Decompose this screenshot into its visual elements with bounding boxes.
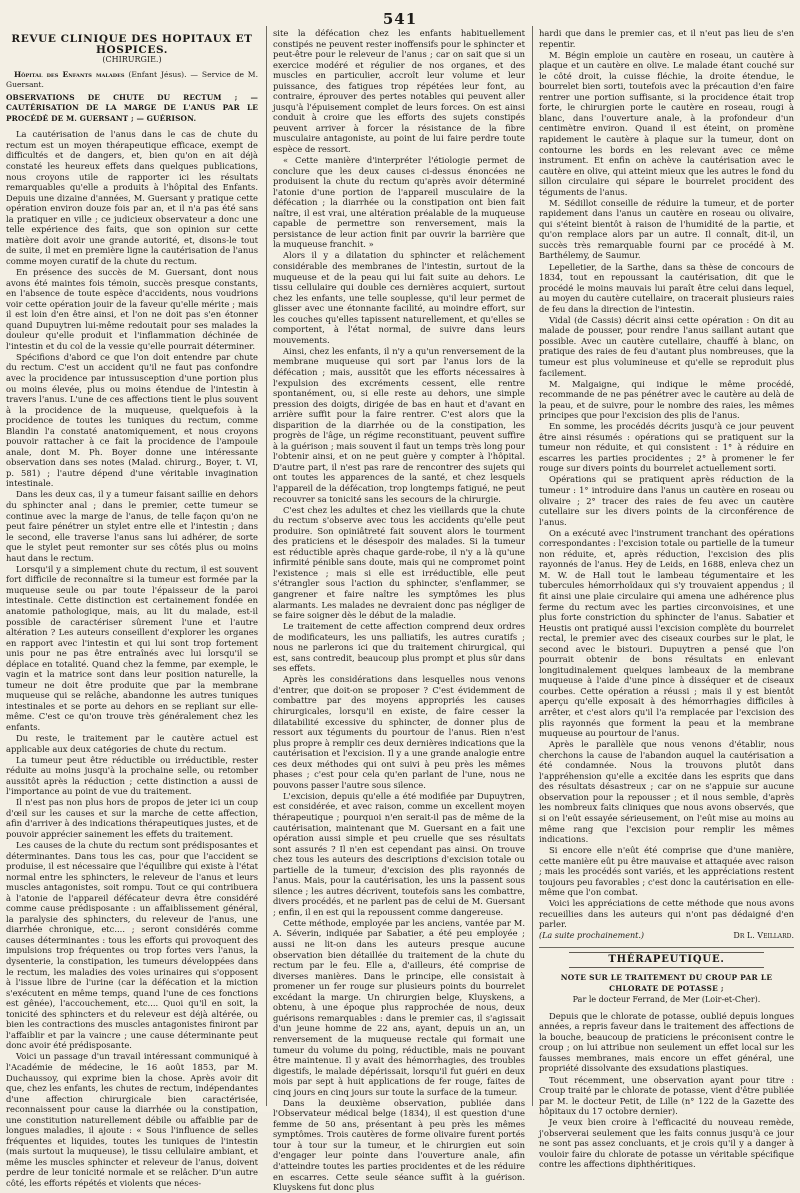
note-title: NOTE SUR LE TRAITEMENT DU CROUP PAR LE CHLORATE DE POTASSE ; — [560, 973, 773, 993]
paragraph: M. Bégin emploie un cautère en roseau, un cautère à plaque et un cautère en olive. Le malade étant couché sur le côté droit, la cuisse fléchie, la droite étendue, le bourrelet bien sorti, toutefois avec la précaution d'en faire rentrer une portion suffisante, si la procidence était trop forte, le chirurgien porte le cautère en roseau, rougi à blanc, dans l'ouverture anale, à la profondeur d'un centimètre environ. Quand il est éteint, on promène rapidement le cautère à plaque sur la tumeur, dont on contourne les bords en les relevant avec ce même instrument. Et enfin on achève la cautérisation avec le cautère en olive, qui atteint mieux que les autres le fond du sillon circulaire qui sépare le bourrelet procident des téguments de l'anus. — [539, 49, 794, 197]
paragraph: « Cette manière d'interpréter l'étiologie permet de conclure que les deux causes ci-dessus énoncées ne produisent la chute du rectum qu'après avoir déterminé l'atonie d'une portion de l'appareil musculaire de la défécation ; la diarrhée ou la constipation ont bien fait naître, il est vrai, une altération préalable de la muqueuse capable de permettre son renversement, mais la persistance de leur action finit par ouvrir la barrière que la muqueuse franchit. » — [273, 155, 525, 250]
article-heading: OBSERVATIONS DE CHUTE DU RECTUM ; — CAUTÉRISATION DE LA MARGE DE L'ANUS PAR LE PROCÉDÉ DE M. GUERSANT ; — GUÉRISON. — [6, 92, 258, 123]
section-title: REVUE CLINIQUE DES HOPITAUX ET HOSPICES. — [11, 33, 253, 56]
paragraph: Cette méthode, employée par les anciens, vantée par M. A. Séverin, indiquée par Sabatier, a été peu employée ; aussi ne lit-on dans les auteurs presque aucune observation bien détaillée du traitement de la chute du rectum par le feu. Elle a, d'ailleurs, été comprise de diverses manières. Dans le principe, elle consistait à promener un fer rouge sur plusieurs points du bourrelet excédant la marge. Un chirurgien belge, Kluyskens, a obtenu, à une époque plus rapprochée de nous, deux guérisons remarquables : dans le premier cas, il s'agissait d'un jeune homme de 22 ans, ayant, depuis un an, un renversement de la muqueuse rectale qui formait une tumeur du volume du poing, réductible, mais ne pouvant être maintenue. Il y avait des hémorrhagies, des troubles digestifs, le malade dépérissait, lorsqu'il fut guéri en deux mois par sept à huit applications de fer rouge, faites de cinq jours en cinq jours sur toute la surface de la tumeur. — [273, 917, 525, 1097]
signature-row — [539, 931, 794, 942]
paragraph: La cautérisation de l'anus dans le cas de chute du rectum est un moyen thérapeutique efficace, exempt de difficultés et de dangers, et, bien qu'on en ait déjà constaté les heureux effets dans quelques publications, nous croyons utile de rapporter ici les résultats remarquables qu'elle a produits à l'hôpital des Enfants. Depuis une dizaine d'années, M. Guersant y pratique cette opération environ douze fois par an, et il n'a pas été sans la pratiquer en ville ; ce judicieux observateur a donc une telle expérience des faits, que son opinion sur cette matière doit avoir une grande autorité, et, disons-le tout de suite, il met en première ligne la cautérisation de l'anus comme moyen curatif de la chute du rectum. — [6, 129, 258, 266]
paragraph: M. Malgaigne, qui indique le même procédé, recommande de ne pas pénétrer avec le cautère au delà de la peau, et de suivre, pour le nombre des raies, les mêmes principes que pour l'excision des plis de l'anus. — [539, 378, 794, 421]
divider — [539, 947, 794, 948]
paragraph: Alors il y a dilatation du sphincter et relâchement considérable des membranes de l'intestin, surtout de la muqueuse et de la peau qui lui fait suite au dehors. Le tissu cellulaire qui double ces dernières acquiert, surtout chez les enfants, une telle souplesse, qu'il leur permet de glisser avec une étonnante facilité, au moindre effort, sur les couches qu'elles tapissent naturellement, et qu'elles se comportent, à l'état normal, de suivre dans leurs mouvements. — [273, 250, 525, 345]
paragraph: C'est chez les adultes et chez les vieillards que la chute du rectum s'observe avec tous les accidents qu'elle peut produire. Son opiniâtreté fait souvent alors le tourment des praticiens et le désespoir des malades. Si la tumeur est réductible après chaque garde-robe, il n'y a là qu'une infirmité pénible sans doute, mais qui ne compromet point l'existence ; mais si elle est irréductible, elle peut s'étrangler sous l'action du sphincter, s'enflammer, se gangrener et faire naître les symptômes les plus alarmants. Les malades ne devraient donc pas négliger de se faire soigner dès le début de la maladie. — [273, 504, 525, 621]
paragraph: Lepelletier, de la Sarthe, dans sa thèse de concours de 1834, tout en repoussant la cautérisation, dit que le procédé le moins mauvais lui paraît être celui dans lequel, au moyen du cautère cutellaire, on tracerait plusieurs raies de feu dans la direction de l'intestin. — [539, 261, 794, 314]
paragraph: site la défécation chez les enfants habituellement constipés ne peuvent rester inoffensifs pour le sphincter et peut-être pour le releveur de l'anus ; car on sait que si un exercice modéré et régulier de nos organes, et des muscles en particulier, accroît leur volume et leur puissance, des fatigues trop répétées leur font, au contraire, éprouver des pertes notables qui peuvent aller jusqu'à l'épuisement complet de leurs forces. On est ainsi conduit à croire que les efforts des sujets constipés peuvent arriver à forcer la résistance de la fibre musculaire antagoniste, au point de lui faire perdre toute espèce de ressort. — [273, 28, 525, 155]
column-left — [6, 28, 258, 1189]
paragraph: Après le parallèle que nous venons d'établir, nous cherchons la cause de l'abandon auquel la cautérisation a été condamnée. Nous la trouvons plutôt dans l'appréhension qu'elle a excitée dans les esprits que dans des résultats désastreux ; car on ne s'appuie sur aucune observation pour la repousser ; et il nous semble, d'après les nombreux faits cliniques que nous avons observés, que si on l'eût essayée sérieusement, on l'eût mise au moins au même rang que l'excision pour remplir les mêmes indications. — [539, 739, 794, 845]
column-right — [539, 28, 794, 1170]
paragraph: Ainsi, chez les enfants, il n'y a qu'un renversement de la membrane muqueuse qui sort par l'anus lors de la défécation ; mais, aussitôt que les efforts nécessaires à l'expulsion des excréments cessent, elle rentre spontanément, ou, si elle reste au dehors, une simple pression des doigts, dirigée de bas en haut et d'avant en arrière suffit pour la faire rentrer. C'est alors que la disparition de la diarrhée ou de la constipation, les progrès de l'âge, un régime reconstituant, peuvent suffire à la guérison ; mais souvent il faut un temps très long pour l'obtenir ainsi, et on ne peut guère y compter à l'hôpital. D'autre part, il n'est pas rare de rencontrer des sujets qui ont toutes les apparences de la santé, et chez lesquels l'appareil de la défécation, trop longtemps fatigué, ne peut recouvrer sa tonicité sans les secours de la chirurgie. — [273, 345, 525, 504]
paragraph: Depuis que le chlorate de potasse, oublié depuis longues années, a repris faveur dans le traitement des affections de la bouche, beaucoup de praticiens le préconisent contre le croup ; on lui attribue non seulement un effet local sur les fausses membranes, mais encore un effet général, une propriété dissolvante des exsudations plastiques. — [539, 1010, 794, 1074]
section-title-therapeutique: THÉRAPEUTIQUE. — [569, 952, 764, 969]
paragraph: Lorsqu'il y a simplement chute du rectum, il est souvent fort difficile de reconnaître si la tumeur est formée par la muqueuse seule ou par toute l'épaisseur de la paroi intestinale. Cette distinction est certainement fondée en anatomie pathologique, mais, au lit du malade, est-il possible de caractériser sûrement l'une et l'autre altération ? Les auteurs conseillent d'explorer les organes en rapport avec l'intestin et qui lui sont trop fortement unis pour ne pas être entraînés avec lui lorsqu'il se déplace en totalité. Quand chez la femme, par exemple, le vagin et la matrice sont dans leur position naturelle, la tumeur ne doit être produite que par la membrane muqueuse qui se relâche, abandonne les autres tuniques intestinales et se porte au dehors en se repliant sur elle-même. C'est ce qu'on trouve très généralement chez les enfants. — [6, 563, 258, 732]
paragraph: En présence des succès de M. Guersant, dont nous avons été maintes fois témoin, succès presque constants, en l'absence de toute espèce d'accidents, nous voudrions voir cette opération jouir de la faveur qu'elle mérite ; mais il est loin d'en être ainsi, et l'on ne doit pas s'en étonner quand Dupuytren lui-même redoutait pour ses malades la douleur qu'elle produit et l'inflammation déchinée de l'intestin et du col de la vessie qu'elle pourrait déterminer. — [6, 266, 258, 351]
paragraph: M. Sédillot conseille de réduire la tumeur, et de porter rapidement dans l'anus un cautère en roseau ou olivaire, qui s'éteint bientôt à raison de l'humidité de la partie, et qu'on remplace alors par un autre. Il connaît, dit-il, un succès très remarquable fourni par ce procédé à M. Barthélemy, de Saumur. — [539, 197, 794, 261]
paragraph: Voici les appréciations de cette méthode que nous avons recueillies dans les auteurs qui n'ont pas dédaigné d'en parler. — [539, 898, 794, 930]
paragraph: hardi que dans le premier cas, et il n'eut pas lieu de s'en repentir. — [539, 28, 794, 49]
paragraph: Dans la deuxième observation, publiée dans l'Observateur médical belge (1834), il est question d'une femme de 50 ans, présentant à peu près les mêmes symptômes. Trois cautères de forme olivaire furent portés tour à tour sur la tumeur, et le chirurgien eut soin d'engager leur pointe dans l'ouverture anale, afin d'atteindre toutes les parties procidentes et de les réduire en escarres. Cette seule séance suffit à la guérison. Kluyskens fut donc plus — [273, 1097, 525, 1193]
paragraph: Tout récemment, une observation ayant pour titre : Croup traité par le chlorate de potasse, vient d'être publiée par M. le docteur Petit, de Lille (n° 122 de la Gazette des hôpitaux du 17 octobre dernier). — [539, 1074, 794, 1117]
paragraph: Vidal (de Cassis) décrit ainsi cette opération : On dit au malade de pousser, pour rendre l'anus saillant autant que possible. Avec un cautère cutellaire, chauffé à blanc, on pratique des raies de feu d'autant plus nombreuses, que la tumeur est plus volumineuse et qu'elle se reproduit plus facilement. — [539, 314, 794, 378]
paragraph: En somme, les procédés décrits jusqu'à ce jour peuvent être ainsi résumés : opérations qui se pratiquent sur la tumeur non réduite, et qui consistent : 1° à réduire en escarres les parties procidentes ; 2° à promener le fer rouge sur divers points du bourrelet actuellement sorti. — [539, 421, 794, 474]
paragraph: Voici un passage d'un travail intéressant communiqué à l'Académie de médecine, le 16 août 1853, par M. Duchaussoy, qui exprime bien la chose. Après avoir dit que, chez les enfants, les chutes de rectum, indépendantes d'une affection chirurgicale bien caractérisée, reconnaissent pour cause la diarrhée ou la constipation, une constitution naturellement débile ou affaiblie par de longues maladies, il ajoute : « Sous l'influence de selles fréquentes et liquides, toutes les tuniques de l'intestin (mais surtout la muqueuse), le tissu cellulaire ambiant, et même les muscles sphincter et releveur de l'anus, doivent perdre de leur tonicité normale et se relâcher. D'un autre côté, les efforts répétés et violents que néces- — [6, 1051, 258, 1189]
hospital-service: (Enfant Jésus). — Service de M. Guersant. — [6, 69, 258, 90]
hospital-line — [6, 70, 258, 91]
paragraph: Il n'est pas non plus hors de propos de jeter ici un coup d'œil sur les causes et sur la marche de cette affection, afin d'arriver à des indications thérapeutiques justes, et de pouvoir apprécier sainement les effets du traitement. — [6, 797, 258, 839]
hospital-label: Hôpital des Enfants malades — [14, 69, 125, 79]
paragraph: Les causes de la chute du rectum sont prédisposantes et déterminantes. Dans tous les cas, pour que l'accident se produise, il est nécessaire que l'équilibre qui existe à l'état normal entre les sphincters, le releveur de l'anus et leurs muscles antagonistes, soit rompu. Tout ce qui contribuera à l'atonie de l'appareil défécateur devra être considéré comme cause prédisposante : un affaiblissement général, la paralysie des sphincters, du releveur de l'anus, une diarrhée chronique, etc.... ; seront considérés comme causes déterminantes : tous les efforts qui provoquent des impulsions trop fréquentes ou trop fortes vers l'anus, la dysenterie, la constipation, les tumeurs développées dans le rectum, les maladies des voies urinaires qui s'opposent à l'issue libre de l'urine (car la défécation et la miction s'exécutent en même temps, quand l'une de ces fonctions est gênée), l'accouchement, etc.... Quoi qu'il en soit, la tonicité des sphincters et du releveur est déjà altérée, ou bien les contractions des muscles antagonistes finiront par l'affaiblir et par la vaincre ; une cause déterminante peut donc avoir été prédisposante. — [6, 840, 258, 1051]
column-middle — [273, 28, 525, 1193]
page-number: 541 — [382, 10, 418, 28]
paragraph: Après les considérations dans lesquelles nous venons d'entrer, que doit-on se proposer ? C'est évidemment de combattre par des moyens appropriés les causes chirurgicales, lorsqu'il en existe, de faire cesser la dilatabilité excessive du sphincter, de donner plus de ressort aux téguments du pourtour de l'anus. Rien n'est plus propre à remplir ces deux dernières indications que la cautérisation et l'excision. Il y a une grande analogie entre ces deux méthodes qui ont suivi à peu près les mêmes phases ; c'est pour cela qu'en parlant de l'une, nous ne pouvons passer l'autre sous silence. — [273, 674, 525, 790]
paragraph: Opérations qui se pratiquent après réduction de la tumeur : 1° introduire dans l'anus un cautère en roseau ou olivaire ; 2° tracer des raies de feu avec un cautère cutellaire sur les divers points de la circonférence de l'anus. — [539, 474, 794, 527]
paragraph: Si encore elle n'eût été comprise que d'une manière, cette manière eût pu être mauvaise et attaquée avec raison ; mais les procédés sont variés, et les appréciations restent toujours peu favorables ; c'est donc la cautérisation en elle-même que l'on combat. — [539, 845, 794, 898]
section-subtitle: (CHIRURGIE.) — [102, 55, 162, 65]
article-body-left — [6, 129, 258, 1188]
paragraph: Dans les deux cas, il y a tumeur faisant saillie en dehors du sphincter anal ; dans le premier, cette tumeur se continue avec la marge de l'anus, de telle façon qu'on ne peut faire pénétrer un stylet entre elle et l'intestin ; dans le second, elle traverse l'anus sans lui adhérer, de sorte que le stylet peut remonter sur ses côtés plus ou moins haut dans le rectum. — [6, 489, 258, 563]
author-signature: Dr L. Veillard. — [733, 930, 794, 940]
paragraph: Le traitement de cette affection comprend deux ordres de modificateurs, les uns palliatifs, les autres curatifs ; nous ne parlerons ici que du traitement chirurgical, qui est, sans contredit, beaucoup plus prompt et plus sûr dans ses effets. — [273, 621, 525, 674]
paragraph: On a exécuté avec l'instrument tranchant des opérations correspondantes : l'excision totale ou partielle de la tumeur non réduite, et, après réduction, l'excision des plis rayonnés de l'anus. Hey de Leids, en 1688, enleva chez un M. W. de Hall tout le lambeau tégumentaire et les tubercules hémorrhoïdaux qui s'y trouvaient appendus ; il fit ainsi une plaie circulaire qui amena une adhérence plus ferme du rectum avec les parties circonvoisines, et une plus forte constriction du sphincter de l'anus. Sabatier et Heustis ont pratiqué aussi l'excision complète du bourrelet rectal, le premier avec des ciseaux courbes sur le plat, le second avec le bistouri. Dupuytren a pensé que l'on pourrait obtenir de bons résultats en enlevant longitudinalement quelques lambeaux de la membrane muqueuse à l'aide d'une pince à disséquer et de ciseaux courbes. Cette opération a réussi ; mais il y est bientôt aperçu qu'elle exposait à des hémorrhagies difficiles à arrêter, et c'est alors qu'il l'a remplacée par l'excision des plis rayonnés que forment la peau et la membrane muqueuse au pourtour de l'anus. — [539, 527, 794, 739]
paragraph: L'excision, depuis qu'elle a été modifiée par Dupuytren, est considérée, et avec raison, comme un excellent moyen thérapeutique ; pourquoi n'en serait-il pas de même de la cautérisation, maintenant que M. Guersant en a fait une opération aussi simple et peu cruelle que ses résultats sont assurés ? Il n'en est cependant pas ainsi. On trouve chez tous les auteurs des descriptions d'excision totale ou partielle de la tumeur, d'excision des plis rayonnés de l'anus. Mais, pour la cautérisation, les uns la passent sous silence ; les autres décrivent, toutefois sans les combattre, divers procédés, et ne parlent pas de celui de M. Guersant ; enfin, il en est qui la repoussent comme dangereuse. — [273, 790, 525, 917]
continued-note: (La suite prochainement.) — [539, 930, 645, 940]
paragraph: Du reste, le traitement par le cautère actuel est applicable aux deux catégories de chute du rectum. — [6, 733, 258, 754]
paragraph: Je veux bien croire à l'efficacité du nouveau remède, j'observerai seulement que les faits connus jusqu'à ce jour ne sont pas assez concluants, et je crois qu'il y a danger à vouloir faire du chlorate de potasse un véritable spécifique contre les affections diphthéritiques. — [539, 1117, 794, 1170]
note-author: Par le docteur Ferrand, de Mer (Loir-et-Cher). — [572, 995, 761, 1005]
column-rule — [532, 26, 533, 1106]
paragraph: La tumeur peut être réductible ou irréductible, rester réduite au moins jusqu'à la prochaine selle, ou retomber aussitôt après la réduction ; cette distinction a aussi de l'importance au point de vue du traitement. — [6, 754, 258, 797]
paragraph: Spécifions d'abord ce que l'on doit entendre par chute du rectum. C'est un accident qu'il ne faut pas confondre avec la procidence par intussusception d'une portion plus ou moins élevée, plus ou moins étendue de l'intestin à travers l'anus. L'une de ces affections tient le plus souvent à la procidence de la muqueuse, quelquefois à la procidence de toutes les tuniques du rectum, comme Blandin l'a constaté anatomiquement, et nous croyons pouvoir rattacher à ce fait la procidence de l'ampoule anale, dont M. Ph. Boyer donne une intéressante observation dans ses notes (Malad. chirurg., Boyer, t. VI, p. 581) ; l'autre dépend d'une véritable invagination intestinale. — [6, 351, 258, 489]
column-rule — [266, 26, 267, 1106]
